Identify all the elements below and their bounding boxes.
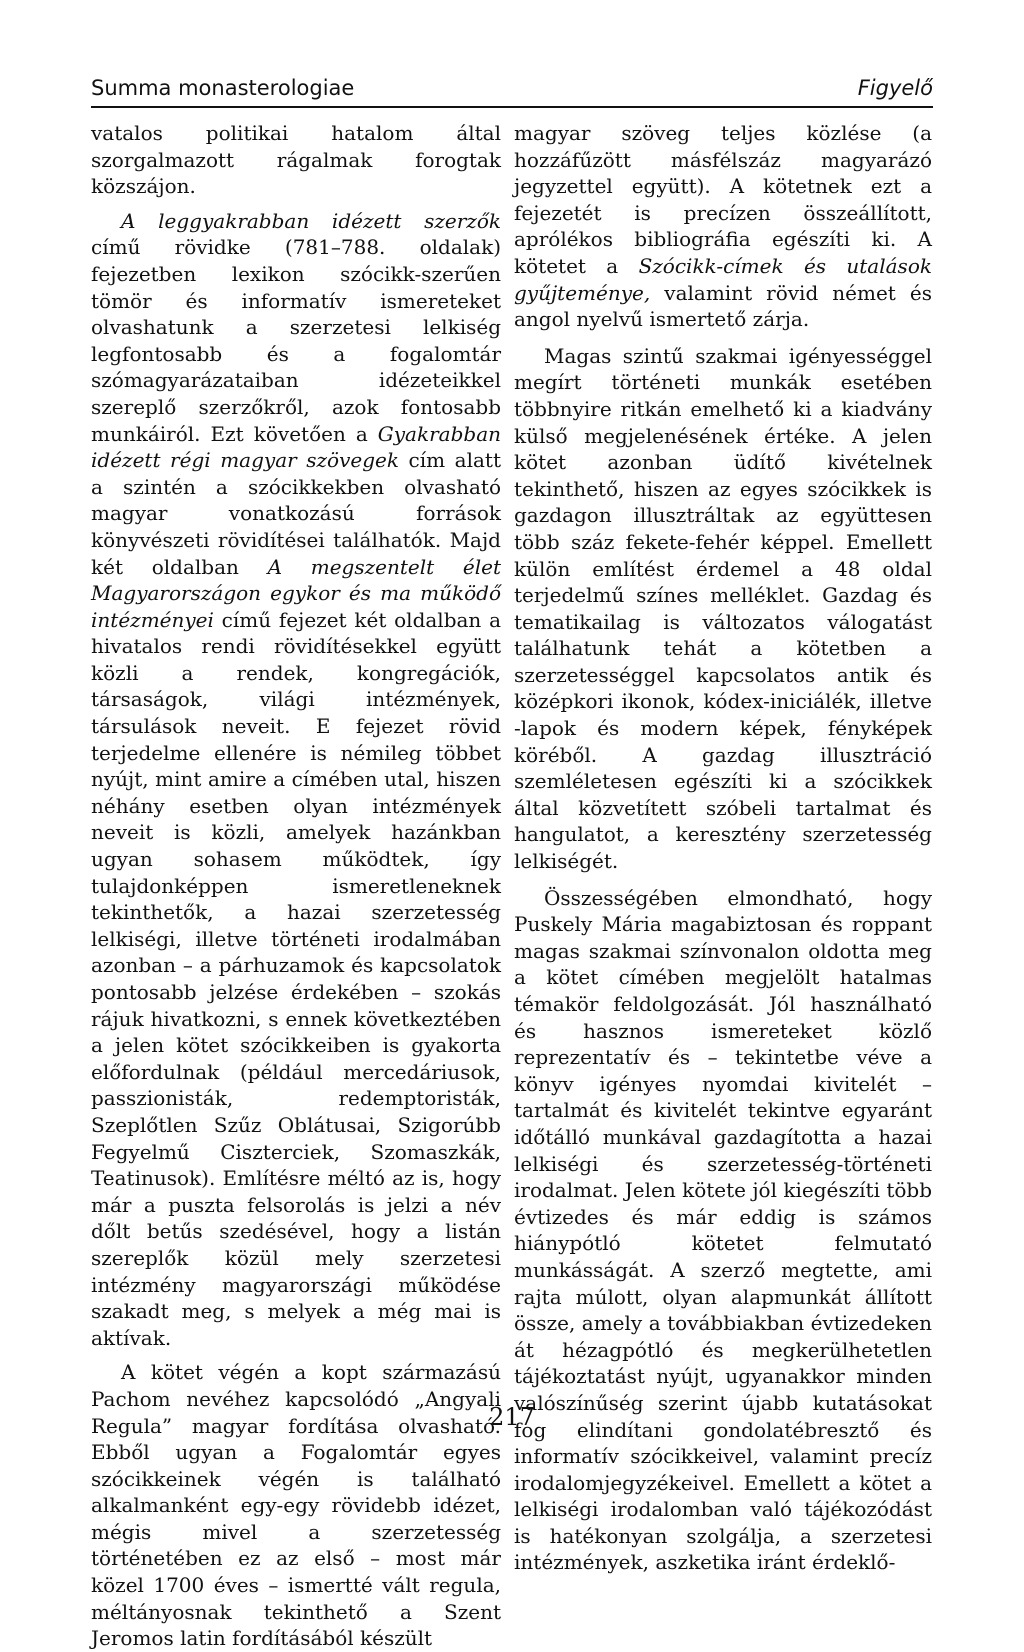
italic-title: Gyakrabban idézett régi magyar szövegek xyxy=(91,421,501,473)
paragraph: Magas szintű szakmai igényességgel megírt történeti munkák esetében többnyire ritkán emelhető ki a kiadvány külső megjelenésének értéke. A jelen kötet azonban üdítő kivételnek tekinthető, hiszen az egyes szócikkek is gazdagon illusztráltak az együttesen több száz fekete-fehér képpel. Emellett külön említést érdemel a 48 oldal terjedelmű színes melléklet. Gazdag és tematikailag is változatos válogatást találhatunk tehát a kötetben a szerzetességgel kapcsolatos antik és középkori ikonok, kódex-iniciálék, illetve -lapok és modern képek, fényképek köréből. A gazdag illusztráció szemléletesen egészíti ki a szócikkek által közvetített szóbeli tartalmat és hangulatot, a keresztény szerzetesség lelkiségét. xyxy=(514,343,932,874)
paragraph: vatalos politikai hatalom által szorgalmazott rágalmak forogtak közszájon. xyxy=(91,121,501,199)
paragraph-text: cím alatt a szintén a szócikkekben olvasható magyar vonatkozású források könyvészeti rövidítései találhatók. Majd két oldalban xyxy=(91,448,501,579)
paragraph-text: magyar szöveg teljes közlése (a hozzáfűzött másfélszáz magyarázó jegyzettel együtt). A kötetnek ezt a fejezetét is precízen összeállított, aprólékos bibliográfia egészíti ki. A kötetet a xyxy=(514,121,932,278)
journal-title: Summa monasterologiae xyxy=(91,76,355,100)
paragraph xyxy=(514,120,932,333)
section-title: Figyelő xyxy=(857,76,933,100)
page-number: 217 xyxy=(489,1403,535,1431)
running-head xyxy=(91,76,933,106)
paragraph-text: című rövidke (781–788. oldalak) fejezetben lexikon szócikk-szerűen tömör és informatív ismereteket olvashatunk a szerzetesi lelkiség legfontosabb és a fogalomtár szómagyarázataiban idézeteikkel szereplő szerzőkről, azok fontosabb munkáiról. Ezt követően a xyxy=(91,235,501,446)
italic-title: A leggyakrabban idézett szerzők xyxy=(121,208,501,233)
right-column xyxy=(514,120,932,1576)
paragraph-text: című fejezet két oldalban a hivatalos rendi rövidítésekkel együtt közli a rendek, kongregációk, társaságok, világi intézmények, társulások neveit. E fejezet rövid terjedelme ellenére is némileg többet nyújt, mint amire a címében utal, hiszen néhány esetben olyan intézmények neveit is közli, amelyek hazánkban ugyan sohasem működtek, így tulajdonképpen ismeretleneknek tekinthetők, a hazai szerzetesség lelkiségi, illetve történeti irodalmában azonban – a párhuzamok és kapcsolatok pontosabb jelzése érdekében – szokás rájuk hivatkozni, s ennek következtében a jelen kötet szócikkeiben is gyakorta előfordulnak (például mercedáriusok, passzionisták, redemptoristák, Szeplőtlen Szűz Oblátusai, Szigorúbb Fegyelmű Ciszterciek, Szomaszkák, Teatinusok). Említésre méltó az is, hogy már a puszta felsorolás is jelzi a név dőlt betűs szedésével, hogy a listán szereplők közül mely szerzetesi intézmény magyarországi működése szakadt meg, s melyek a még mai is aktívak. xyxy=(91,607,501,1350)
paragraph xyxy=(91,208,501,1352)
italic-title: Szócikk-címek és utalások gyűjteménye, xyxy=(514,253,932,305)
paragraph-text: valamint rövid német és angol nyelvű ismertető zárja. xyxy=(514,280,932,332)
paragraph: Összességében elmondható, hogy Puskely Mária magabiztosan és roppant magas szakmai színvonalon oldotta meg a kötet címében megjelölt hatalmas témakör feldolgozását. Jól használható és hasznos ismereteket közlő reprezentatív és – tekintetbe véve a könyv igényes nyomdai kivitelét – tartalmát és kivitelét tekintve egyaránt időtálló munkával gazdagította a hazai lelkiségi és szerzetesség-történeti irodalmat. Jelen kötete jól kiegészíti több évtizedes és már eddig is számos hiánypótló kötetet felmutató munkásságát. A szerző megtette, ami rajta múlott, olyan alapmunkát állított össze, amely a továbbiakban évtizedeken át hézagpótló és megkerülhetetlen tájékoztatást nyújt, ugyanakkor minden valószínűség szerint újabb kutatásokat fog elindítani gondolatébresztő és informatív szócikkeivel, valamint precíz irodalomjegyzékeivel. Emellett a kötet a lelkiségi irodalomban való tájékozódást is hatékonyan szolgálja, a szerzetesi intézmények, aszketika iránt érdeklő- xyxy=(514,885,933,1575)
italic-title: A megszentelt élet Magyarországon egykor és ma működő intézményei xyxy=(91,554,501,632)
paragraph: A kötet végén a kopt származású Pachom nevéhez kapcsolódó „Angyali Regula” magyar fordítása olvasható. Ebből ugyan a Fogalomtár egyes szócikkeinek végén is található alkalmanként egy-egy rövidebb idézet, mégis mivel a szerzetesség történetében ez az első – most már közel 1700 éves – ismertté vált regula, méltányosnak tekinthető a Szent Jeromos latin fordításából készült xyxy=(91,1360,501,1651)
header-rule xyxy=(91,106,933,108)
